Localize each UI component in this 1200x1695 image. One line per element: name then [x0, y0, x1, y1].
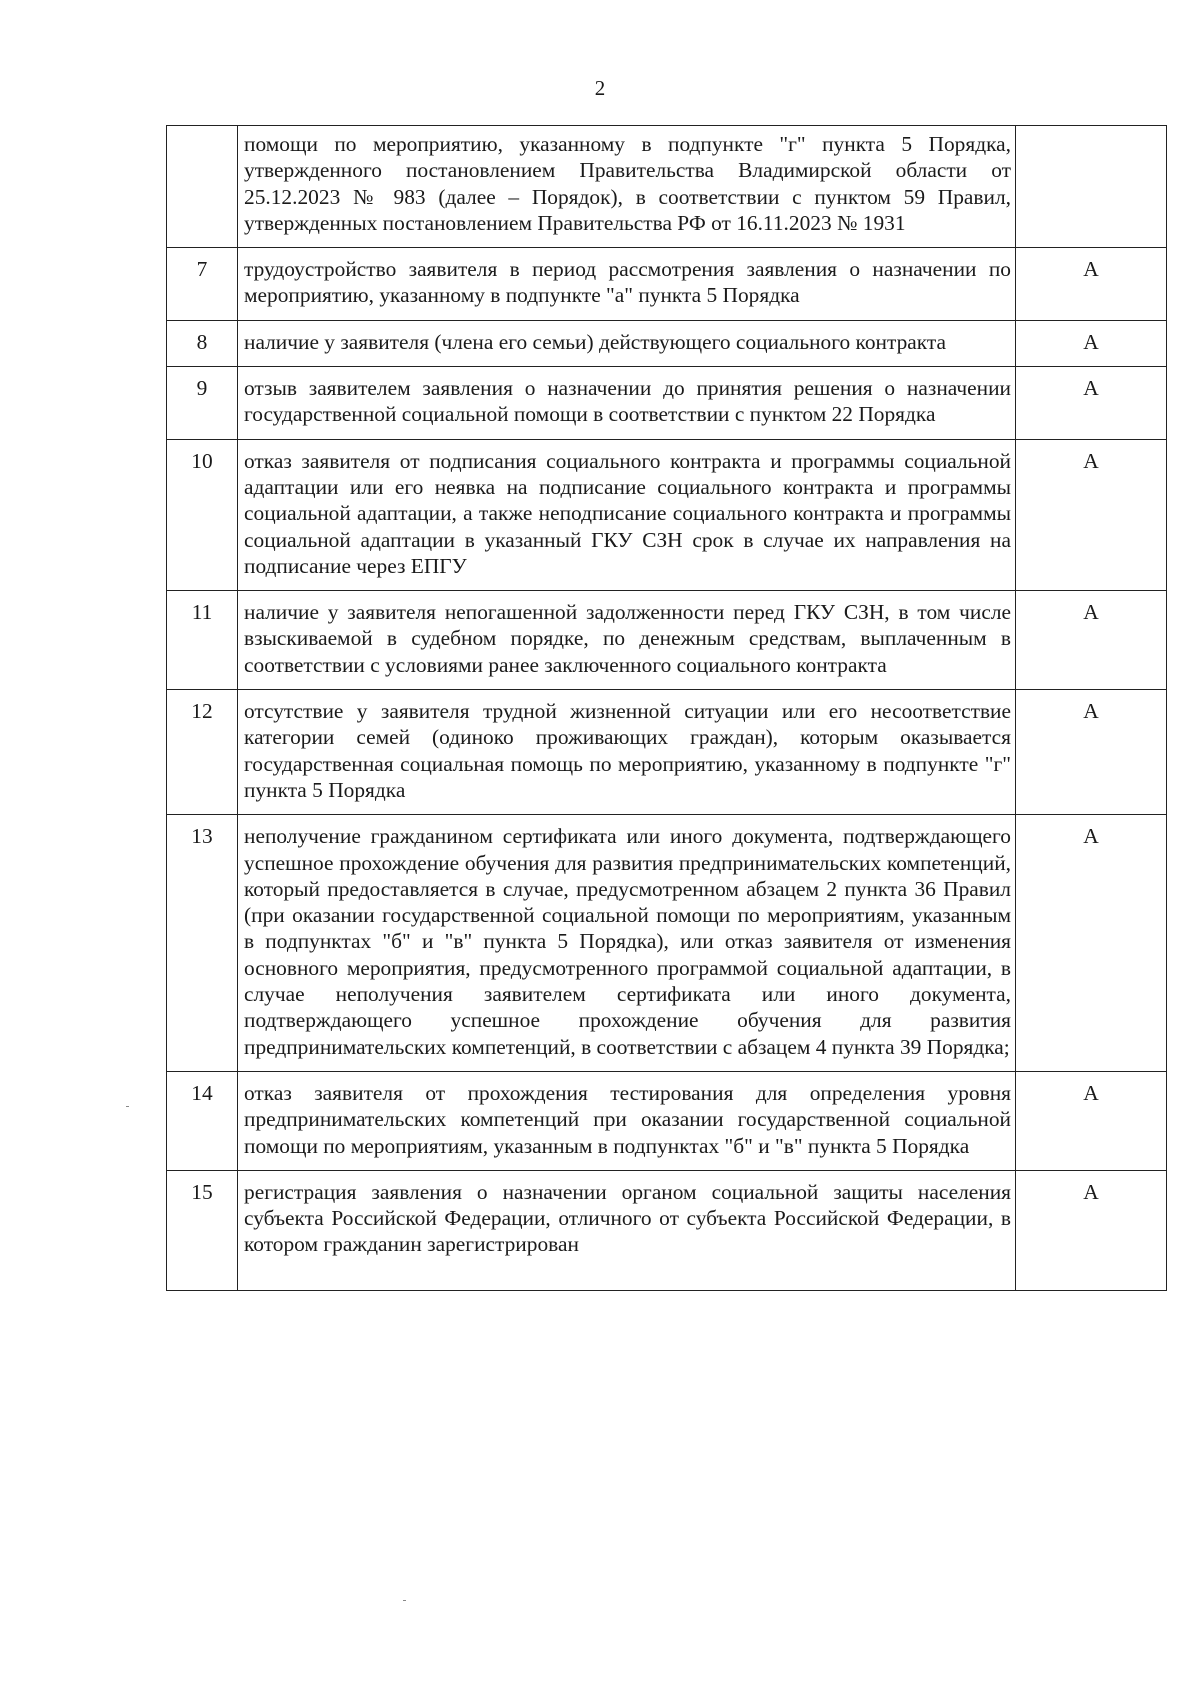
scan-speck: [403, 1600, 406, 1601]
row-number: 13: [167, 815, 238, 1072]
table-row: [167, 1071, 1167, 1170]
table-row: [167, 320, 1167, 366]
row-text: отзыв заявителем заявления о назначении до принятия решения о назначении государственной социальной помощи в соответствии с пунктом 22 Порядка: [238, 367, 1016, 440]
row-code: А: [1016, 248, 1167, 321]
row-number: 8: [167, 320, 238, 366]
row-code: [1016, 126, 1167, 248]
table-row: [167, 1170, 1167, 1290]
row-text: отказ заявителя от подписания социального контракта и программы социальной адаптации или его неявка на подписание социального контракта и программы социальной адаптации, а также неподписание социального контракта и программы социальной адаптации в указанный ГКУ СЗН срок в случае их направления на подписание через ЕПГУ: [238, 439, 1016, 590]
row-number: 14: [167, 1071, 238, 1170]
row-number: 10: [167, 439, 238, 590]
table-row: [167, 367, 1167, 440]
row-code: А: [1016, 690, 1167, 815]
grounds-table: [166, 125, 1167, 1291]
scan-speck: [126, 1106, 129, 1107]
row-text: наличие у заявителя непогашенной задолженности перед ГКУ СЗН, в том числе взыскиваемой в судебном порядке, по денежным средствам, выплаченным в соответствии с условиями ранее заключенного социального контракта: [238, 591, 1016, 690]
row-code: А: [1016, 591, 1167, 690]
row-number: 11: [167, 591, 238, 690]
table-row: [167, 591, 1167, 690]
row-number: 15: [167, 1170, 238, 1290]
table-row: [167, 439, 1167, 590]
row-number: [167, 126, 238, 248]
row-number: 9: [167, 367, 238, 440]
table-row: [167, 248, 1167, 321]
row-code: А: [1016, 1071, 1167, 1170]
table-row: [167, 126, 1167, 248]
row-code: А: [1016, 367, 1167, 440]
row-text: регистрация заявления о назначении органом социальной защиты населения субъекта Российской Федерации, отличного от субъекта Российской Федерации, в котором гражданин зарегистрирован: [238, 1170, 1016, 1290]
row-text: помощи по мероприятию, указанному в подпункте "г" пункта 5 Порядка, утвержденного постановлением Правительства Владимирской области от 25.12.2023 № 983 (далее – Порядок), в соответствии с пунктом 59 Правил, утвержденных постановлением Правительства РФ от 16.11.2023 № 1931: [238, 126, 1016, 248]
row-code: А: [1016, 1170, 1167, 1290]
row-text: трудоустройство заявителя в период рассмотрения заявления о назначении по мероприятию, указанному в подпункте "а" пункта 5 Порядка: [238, 248, 1016, 321]
row-text: отказ заявителя от прохождения тестирования для определения уровня предпринимательских компетенций при оказании государственной социальной помощи по мероприятиям, указанным в подпунктах "б" и "в" пункта 5 Порядка: [238, 1071, 1016, 1170]
row-text: неполучение гражданином сертификата или иного документа, подтверждающего успешное прохождение обучения для развития предпринимательских компетенций, который предоставляется в случае, предусмотренном абзацем 2 пункта 36 Правил (при оказании государственной социальной помощи по мероприятиям, указанным в подпунктах "б" и "в" пункта 5 Порядка), или отказ заявителя от изменения основного мероприятия, предусмотренного программой социальной адаптации, в случае неполучения заявителем сертификата или иного документа, подтверждающего успешное прохождение обучения для развития предпринимательских компетенций, в соответствии с абзацем 4 пункта 39 Порядка;: [238, 815, 1016, 1072]
row-number: 12: [167, 690, 238, 815]
page-number: 2: [594, 76, 606, 100]
row-number: 7: [167, 248, 238, 321]
row-text: наличие у заявителя (члена его семьи) действующего социального контракта: [238, 320, 1016, 366]
row-code: А: [1016, 439, 1167, 590]
row-text: отсутствие у заявителя трудной жизненной ситуации или его несоответствие категории семей (одиноко проживающих граждан), которым оказывается государственная социальная помощь по мероприятию, указанному в подпункте "г" пункта 5 Порядка: [238, 690, 1016, 815]
row-code: А: [1016, 815, 1167, 1072]
row-code: А: [1016, 320, 1167, 366]
table-row: [167, 690, 1167, 815]
table-row: [167, 815, 1167, 1072]
